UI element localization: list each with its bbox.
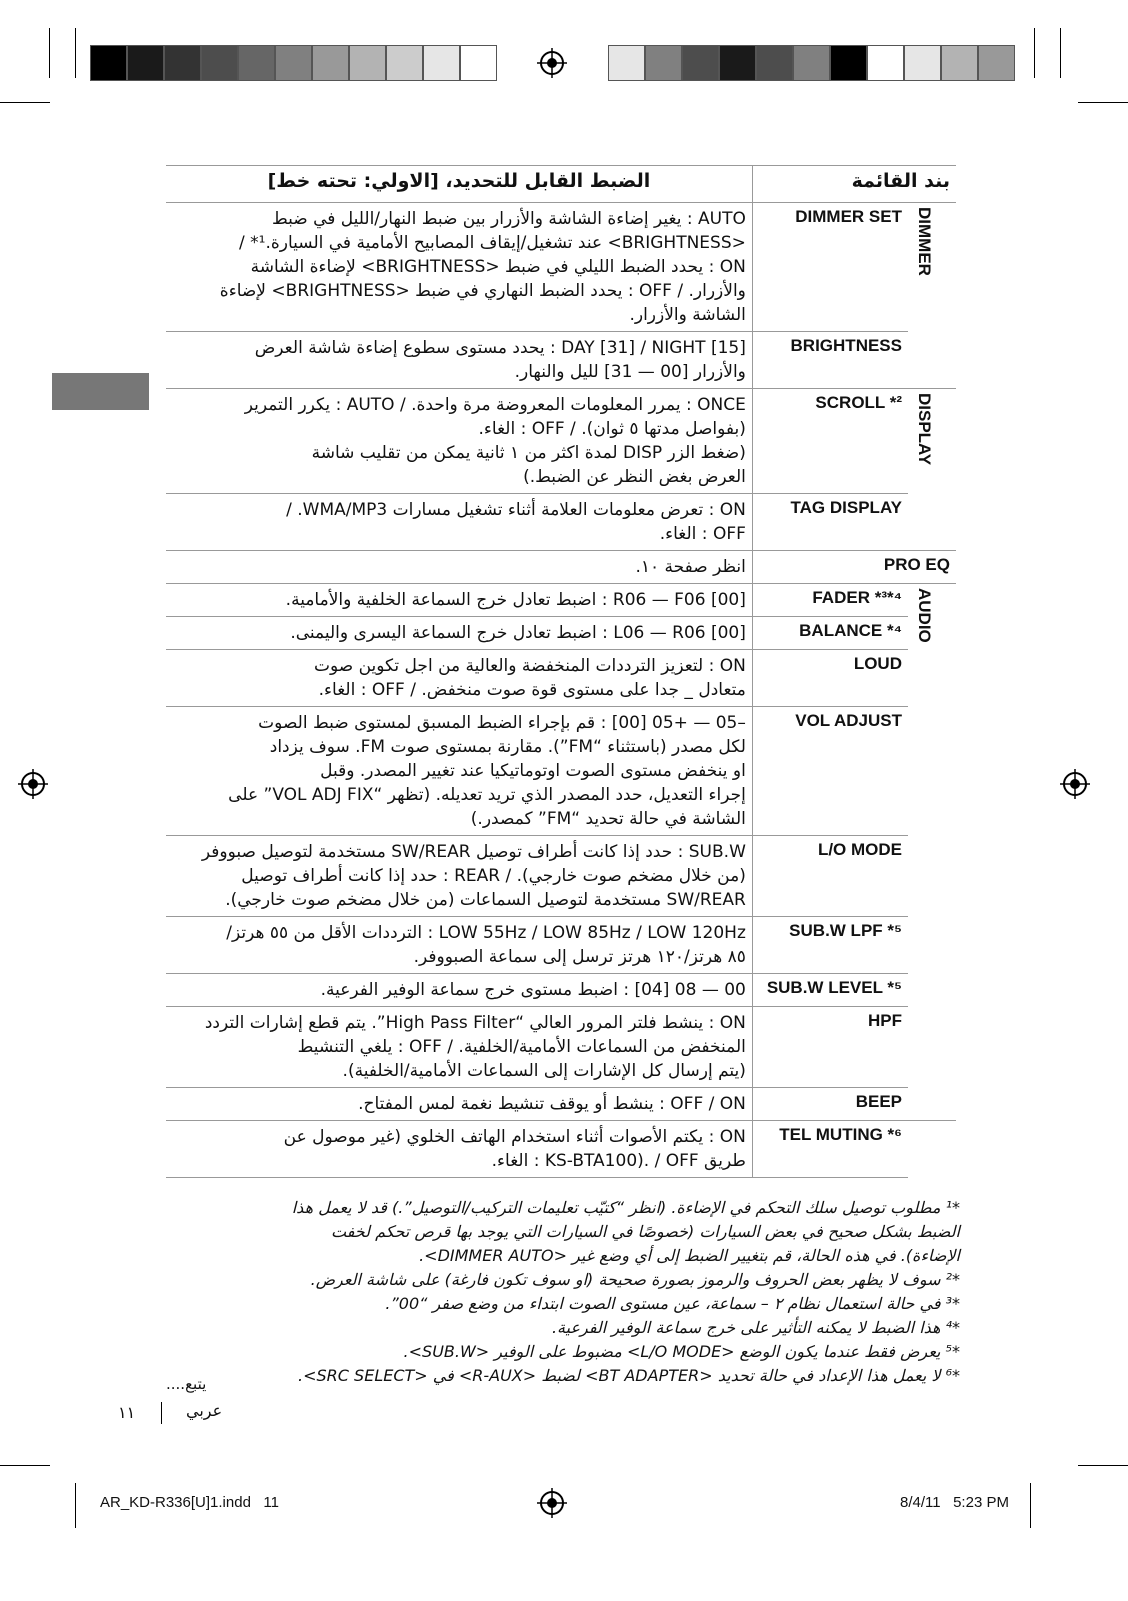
registration-mark-bottom-icon (537, 1488, 567, 1518)
description-line: العرض بغض النظر عن الضبط.) (523, 467, 746, 487)
table-row (166, 836, 956, 917)
file-name: AR_KD-R336[U]1.indd 11 (100, 1494, 279, 1511)
menu-item-name: FADER *³*⁴ (752, 584, 908, 617)
color-swatch (793, 45, 830, 81)
description-line: إجراء التعديل، حدد المصدر الذي تريد تعديله. (تظهر “VOL ADJ FIX” على (228, 785, 746, 805)
color-swatch (460, 45, 497, 81)
menu-item-name: LOUD (752, 650, 908, 707)
menu-group-text: DIMMER (915, 207, 934, 276)
color-swatch (867, 45, 904, 81)
footnote-line: *⁴ هذا الضبط لا يمكنه التأثير على خرج سماعة الوفير الفرعية. (551, 1318, 960, 1337)
description-line: والأزرار. / OFF : يحدد الضبط النهاري في ضبط <BRIGHTNESS> لإضاءة (219, 281, 746, 301)
crop-mark-bl-h (0, 1465, 50, 1466)
crop-mark-bl-v (75, 1483, 76, 1528)
description-line: متعادل _ جدا على مستوى قوة صوت منخفض. / OFF : الغاء. (318, 680, 746, 700)
description-line: ON : ينشط فلتر المرور العالي “High Pass Filter”. يتم قطع إشارات التردد (204, 1013, 746, 1033)
color-swatch (423, 45, 460, 81)
menu-item-name: HPF (752, 1007, 908, 1088)
menu-item-name: SUB.W LEVEL *⁵ (752, 974, 908, 1007)
menu-item-name: SUB.W LPF *⁵ (752, 917, 908, 974)
table-row (166, 584, 956, 617)
color-swatch (719, 45, 756, 81)
crop-mark-tl-h (0, 102, 50, 103)
color-swatch (386, 45, 423, 81)
language-tab-marker (52, 373, 149, 410)
description-line: ON : يحدد الضبط الليلي في ضبط <BRIGHTNESS> لإضاءة الشاشة (250, 257, 746, 277)
menu-item-name: VOL ADJUST (752, 707, 908, 836)
footnotes (170, 1196, 960, 1388)
setting-description (166, 650, 752, 707)
color-swatch (978, 45, 1015, 81)
description-line: DAY [31] / NIGHT [15] : يحدد مستوى سطوع إضاءة شاشة العرض (254, 338, 746, 358)
menu-group-label (908, 203, 956, 389)
description-line: والأزرار [00 — 31] لليل والنهار. (514, 362, 746, 382)
page-separator (161, 1402, 162, 1424)
color-swatch (238, 45, 275, 81)
table-row (166, 617, 956, 650)
description-line: ON : تعرض معلومات العلامة أثناء تشغيل مسارات WMA/MP3. / (286, 500, 746, 520)
description-line: 00 — 08 [04] : اضبط مستوى خرج سماعة الوفير الفرعية. (320, 980, 746, 1000)
description-line: L06 — R06 [00] : اضبط تعادل خرج السماعة اليسرى واليمنى. (290, 623, 746, 643)
footnote-line: *³ في حالة استعمال نظام ٢ – سماعة، عين مستوى الصوت ابتداء من وضع صفر “00”. (385, 1294, 960, 1313)
menu-item-name: TEL MUTING *⁶ (752, 1121, 908, 1178)
setting-description (166, 917, 752, 974)
language-label: عربي (186, 1401, 223, 1420)
menu-item-name: BEEP (752, 1088, 908, 1121)
table-row (166, 707, 956, 836)
color-swatch (830, 45, 867, 81)
registration-mark-right-icon (1060, 769, 1090, 799)
color-swatch (756, 45, 793, 81)
table-row (166, 203, 956, 332)
table-row (166, 974, 956, 1007)
menu-group-label (908, 584, 956, 1121)
color-swatch (164, 45, 201, 81)
table-row (166, 1121, 956, 1178)
color-swatch (941, 45, 978, 81)
description-line: ON : يكتم الأصوات أثناء استخدام الهاتف الخلوي (غير موصول عن (283, 1127, 746, 1147)
table-row (166, 332, 956, 389)
description-line: الشاشة في حالة تحديد “FM” كمصدر.) (470, 809, 746, 829)
setting-description (166, 1088, 752, 1121)
menu-group-text: AUDIO (915, 588, 934, 643)
description-line: OFF / ON : ينشط أو يوقف تنشيط نغمة لمس المفتاح. (358, 1094, 746, 1114)
date-time: 8/4/11 5:23 PM (900, 1494, 1009, 1511)
table-row (166, 650, 956, 707)
description-line: AUTO : يغير إضاءة الشاشة والأزرار بين ضبط النهار/الليل في ضبط (271, 209, 746, 229)
description-line: الشاشة والأزرار. (629, 305, 746, 325)
color-swatch (608, 45, 645, 81)
setting-description (166, 551, 752, 584)
setting-description (166, 836, 752, 917)
description-line: المنخفض من السماعات الأمامية/الخلفية. / OFF : يلغي التنشيط (297, 1037, 746, 1057)
color-swatch (682, 45, 719, 81)
registration-mark-left-icon (18, 769, 48, 799)
setting-description (166, 617, 752, 650)
crop-mark-tl-v (49, 28, 50, 78)
description-line: SW/REAR مستخدمة لتوصيل السماعات (من خلال مضخم صوت خارجي). (225, 890, 746, 910)
setting-description (166, 584, 752, 617)
footnote-line: *⁵ يعرض فقط عندما يكون الوضع <L/O MODE> مضبوط على الوفير <SUB.W>. (403, 1342, 960, 1361)
footnote-line: الإضاءة). في هذه الحالة، قم بتغيير الضبط إلى أي وضع غير <DIMMER AUTO>. (419, 1246, 960, 1265)
color-swatch (127, 45, 164, 81)
crop-mark-tr-h (1078, 102, 1128, 103)
crop-mark-br-v (1030, 1483, 1031, 1528)
footnote-line: *² سوف لا يظهر بعض الحروف والرموز بصورة صحيحة (او سوف تكون فارغة) على شاشة العرض. (310, 1270, 960, 1289)
page-number: ١١ (118, 1403, 136, 1422)
color-swatch (90, 45, 127, 81)
description-line: –05 — +05 [00] : قم بإجراء الضبط المسبق لمستوى ضبط الصوت (258, 713, 746, 733)
setting-description (166, 707, 752, 836)
setting-description (166, 494, 752, 551)
color-swatch (312, 45, 349, 81)
menu-item-name: L/O MODE (752, 836, 908, 917)
crop-mark-tr-v2 (1060, 28, 1061, 78)
color-swatch (275, 45, 312, 81)
registration-mark-icon (537, 48, 567, 78)
menu-group-text: DISPLAY (915, 393, 934, 466)
table-row (166, 917, 956, 974)
description-line: طريق KS-BTA100). / OFF : الغاء. (491, 1151, 746, 1171)
description-line: SUB.W : حدد إذا كانت أطراف توصيل SW/REAR مستخدمة لتوصيل صبووفر (201, 842, 746, 862)
crop-mark-tr-v (1034, 28, 1035, 78)
color-swatch (645, 45, 682, 81)
description-line: (من خلال مضخم صوت خارجي). / REAR : حدد إذا كانت أطراف توصيل (241, 866, 746, 886)
color-swatch (349, 45, 386, 81)
setting-description (166, 974, 752, 1007)
table-row (166, 551, 956, 584)
color-swatch (201, 45, 238, 81)
table-row (166, 1088, 956, 1121)
description-line: R06 — F06 [00] : اضبط تعادل خرج السماعة الخلفية والأمامية. (285, 590, 746, 610)
description-line: ONCE : يمرر المعلومات المعروضة مرة واحدة. / AUTO : يكرر التمرير (244, 395, 746, 415)
description-line: او ينخفض مستوى الصوت اوتوماتيكيا عند تغيير المصدر. وقبل (320, 761, 746, 781)
description-line: LOW 55Hz / LOW 85Hz / LOW 120Hz : الترددات الأقل من ٥٥ هرتز/ (226, 923, 746, 943)
description-line: ٨٥ هرتز/١٢٠ هرتز ترسل إلى سماعة الصبووفر. (413, 947, 746, 967)
crop-mark-br-h (1078, 1465, 1128, 1466)
description-line: (يتم إرسال كل الإشارات إلى السماعات الأمامية/الخلفية). (342, 1061, 746, 1081)
description-line: (ضغط الزر DISP لمدة اكثر من ١ ثانية يمكن من تقليب شاشة (311, 443, 746, 463)
menu-group-label (908, 389, 956, 551)
description-line: انظر صفحة ١٠. (635, 557, 746, 577)
description-line: (بفواصل مدتها ٥ ثوان). / OFF : الغاء. (478, 419, 746, 439)
menu-item-name: BRIGHTNESS (752, 332, 908, 389)
setting-description (166, 332, 752, 389)
description-line: لكل مصدر (باستثناء “FM”). مقارنة بمستوى صوت FM. سوف يزداد (269, 737, 746, 757)
color-swatch (904, 45, 941, 81)
header-setting: الضبط القابل للتحديد، [الاولي: تحته خط] (166, 166, 752, 203)
header-item: بند القائمة (752, 166, 956, 203)
description-line: <BRIGHTNESS> عند تشغيل/إيقاف المصابيح الأمامية في السيارة.¹* / (238, 233, 746, 253)
description-line: OFF : الغاء. (659, 524, 746, 544)
footnote-line: *¹ مطلوب توصيل سلك التحكم في الإضاءة. (انظر “كتيّب تعليمات التركيب/التوصيل”.) قد لا يعمل هذا (291, 1198, 960, 1217)
table-header-row (166, 166, 956, 203)
menu-item-name: SCROLL *² (752, 389, 908, 494)
description-line: ON : لتعزيز الترددات المنخفضة والعالية من اجل تكوين صوت (313, 656, 746, 676)
setting-description (166, 1007, 752, 1088)
table-row (166, 1007, 956, 1088)
crop-mark-tl-v2 (75, 28, 76, 78)
menu-item-name: TAG DISPLAY (752, 494, 908, 551)
menu-item-name: DIMMER SET (752, 203, 908, 332)
footnote-line: *⁶ لا يعمل هذا الإعداد في حالة تحديد <BT ADAPTER> لضبط <R-AUX> في <SRC SELECT>. (298, 1366, 960, 1385)
menu-item-name: PRO EQ (752, 551, 956, 584)
table-row (166, 494, 956, 551)
menu-item-name: BALANCE *⁴ (752, 617, 908, 650)
settings-table (166, 165, 956, 1178)
table-row (166, 389, 956, 494)
setting-description (166, 203, 752, 332)
continues-label: يتبع.... (166, 1375, 207, 1393)
setting-description (166, 1121, 752, 1178)
setting-description (166, 389, 752, 494)
footnote-line: الضبط بشكل صحيح في بعض السيارات (خصوصًا في السيارات التي يوجد بها قرص تحكم لخفت (331, 1222, 960, 1241)
